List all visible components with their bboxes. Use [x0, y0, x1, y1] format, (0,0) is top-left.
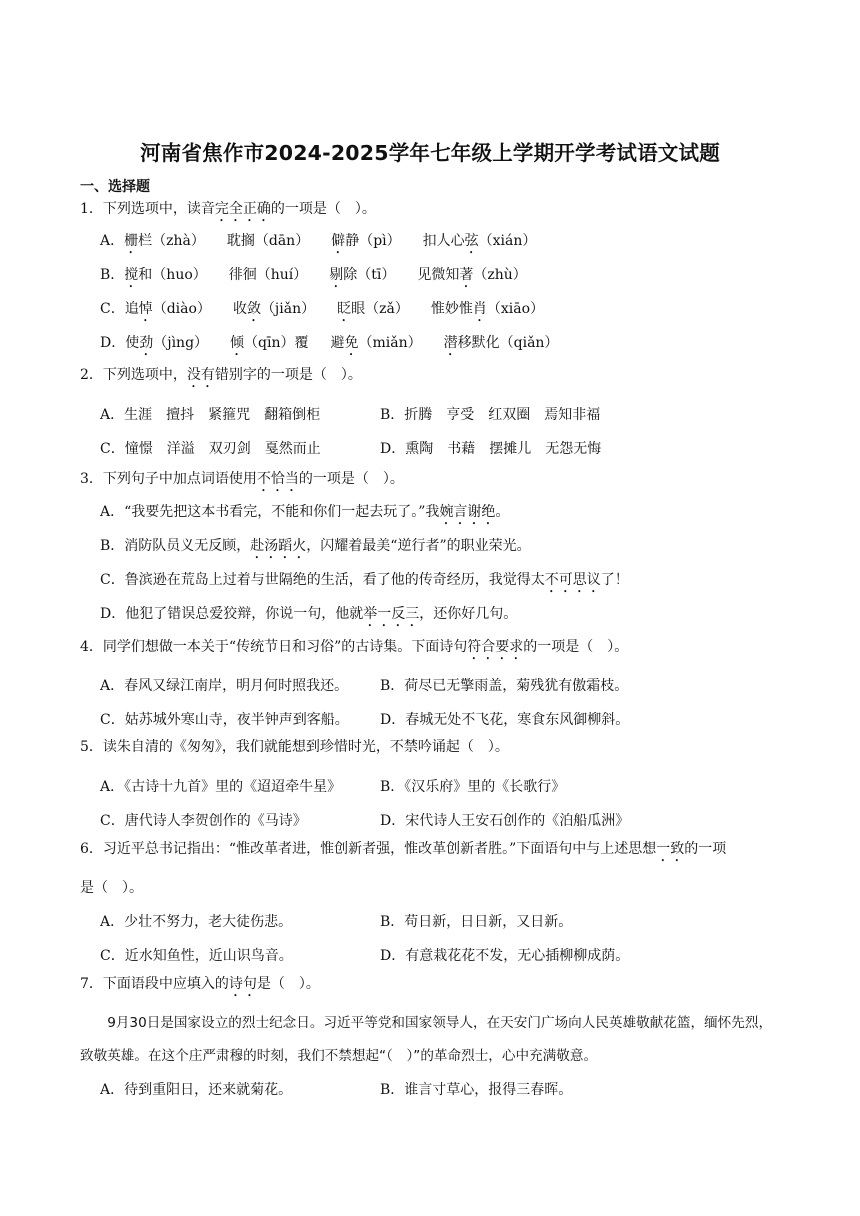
word: 移默化（qiǎn） [457, 335, 559, 351]
word-dot: 倾 [230, 335, 245, 351]
word-dot: 悼 [138, 301, 153, 317]
q2-option-d[interactable]: D．熏陶 书藉 摆摊儿 无怨无悔 [380, 441, 602, 457]
q7-stem: 7．下面语段中应填入的 [80, 976, 229, 992]
option-letter: B． [100, 267, 125, 283]
q6-option-a[interactable]: A．少壮不努力，老大徒伤悲。 [100, 914, 293, 930]
option-text: 。 [495, 504, 510, 520]
option-text: ，闪耀着最美“逆行者”的职业荣光。 [306, 538, 531, 554]
q3-option-c[interactable] [100, 571, 629, 596]
option-text: D．他犯了错误总爱狡辩，你说一句，他就 [100, 606, 364, 622]
option-letter: A． [100, 233, 125, 249]
option-dot-word: 婉言谢绝 [439, 504, 496, 520]
word-dot: 搅 [124, 267, 139, 283]
word-dot: 肖 [472, 301, 487, 317]
option-text: B．消防队员义无反顾， [100, 538, 251, 554]
word: （xián） [478, 233, 537, 249]
word: 栏（zhà） [138, 233, 205, 249]
word-dot: 免 [344, 335, 359, 351]
question-6-continued: 是（ ）。 [80, 880, 143, 896]
question-1 [80, 200, 376, 225]
word: 搁（dān） [240, 233, 310, 249]
q6-emphasis: 一致 [656, 841, 685, 857]
q4-option-c[interactable]: C．姑苏城外寒山寺，夜半钟声到客船。 [100, 712, 349, 728]
word: 见微知 [417, 267, 460, 283]
word: （qīn）覆 [244, 335, 309, 351]
q3-option-d[interactable] [100, 605, 517, 630]
question-7 [80, 975, 320, 1000]
q1-stem: 1．下列选项中，读音 [80, 201, 215, 217]
q2-stem: 2．下列选项中， [80, 367, 187, 383]
word: （diào） [152, 301, 211, 317]
word-dot: 弦 [464, 233, 479, 249]
word-dot: 敛 [246, 301, 261, 317]
q4-option-b[interactable]: B．荷尽已无擎雨盖，菊残犹有傲霜枝。 [380, 678, 629, 694]
q2-stem-end: 错别字的一项是（ ）。 [214, 367, 362, 383]
q7-passage: 9月30日是国家设立的烈士纪念日。习近平等党和国家领导人，在天安门广场向人民英雄敬献花篮，缅怀先烈，致敬英雄。在这个庄严肃穆的时刻，我们不禁想起“（ ）”的革命烈士，心中充满敬意。 [80, 1015, 773, 1064]
word: （miǎn） [358, 335, 422, 351]
q2-emphasis: 没有 [186, 367, 215, 383]
option-text: ，还你好几句。 [419, 606, 518, 622]
option-text: C．鲁滨逊在荒岛上过着与世隔绝的生活，看了他的传奇经历，我觉得太 [100, 572, 545, 588]
word: 收 [232, 301, 247, 317]
q1-option-a[interactable] [100, 232, 536, 257]
word: （jìng） [153, 335, 209, 351]
q6-option-d[interactable]: D．有意栽花花不发，无心插柳柳成荫。 [380, 948, 630, 964]
word: 追 [124, 301, 139, 317]
word: （xiāo） [486, 301, 545, 317]
q1-option-b[interactable] [100, 266, 527, 291]
q5-option-b[interactable]: B．《汉乐府》里的《长歌行》 [380, 779, 566, 795]
word: 和（huo） [138, 267, 207, 283]
word: （jiǎn） [260, 301, 316, 317]
q7-stem-end: 是（ ）。 [256, 976, 320, 992]
q6-stem: 6．习近平总书记指出：“惟改革者进，惟创新者强，惟改革创新者胜。”下面语句中与上述思想 [80, 841, 657, 857]
q6-option-b[interactable]: B．苟日新，日日新，又日新。 [380, 914, 573, 930]
option-dot-word: 不可思议 [544, 572, 601, 588]
word-dot: 眨 [337, 301, 352, 317]
q5-option-d[interactable]: D．宋代诗人王安石创作的《泊船瓜洲》 [380, 813, 630, 829]
word-dot: 栅 [124, 233, 139, 249]
option-letter: C． [100, 301, 125, 317]
word: 除（tī） [343, 267, 396, 283]
page-title: 河南省焦作市2024-2025学年七年级上学期开学考试语文试题 [140, 141, 720, 165]
q4-emphasis: 符合要求 [467, 639, 524, 655]
section-heading: 一、选择题 [80, 179, 150, 195]
word: 避 [330, 335, 345, 351]
word: 徊（huí） [242, 267, 308, 283]
q6-stem-end: 的一项 [684, 841, 727, 857]
word-dot: 潜 [443, 335, 458, 351]
q4-option-a[interactable]: A．春风又绿江南岸，明月何时照我还。 [100, 678, 349, 694]
word: 扣人心 [422, 233, 465, 249]
word: 惟妙惟 [430, 301, 473, 317]
q7-option-a[interactable]: A．待到重阳日，还来就菊花。 [100, 1082, 293, 1098]
q3-emphasis: 不恰当 [256, 471, 299, 487]
q1-stem-end: 的一项是（ ）。 [270, 201, 376, 217]
option-text: A．“我要先把这本书看完，不能和你们一起去玩了。”我 [100, 504, 440, 520]
question-5: 5．读朱自清的《匆匆》，我们就能想到珍惜时光，不禁吟诵起（ ）。 [80, 739, 509, 755]
q5-option-a[interactable]: A．《古诗十九首》里的《迢迢牵牛星》 [100, 779, 342, 795]
question-4 [80, 638, 628, 663]
question-6 [80, 840, 726, 865]
word: 使 [125, 335, 140, 351]
question-3 [80, 470, 404, 495]
q1-option-c[interactable] [100, 300, 544, 325]
q5-option-c[interactable]: C．唐代诗人李贺创作的《马诗》 [100, 813, 307, 829]
question-2 [80, 366, 362, 391]
q3-stem-end: 的一项是（ ）。 [298, 471, 404, 487]
q4-stem-end: 的一项是（ ）。 [523, 639, 629, 655]
word-dot: 著 [459, 267, 474, 283]
q7-option-b[interactable]: B．谁言寸草心，报得三春晖。 [380, 1082, 573, 1098]
option-dot-word: 举一反三 [363, 606, 420, 622]
word-dot: 僻 [331, 233, 346, 249]
q3-option-a[interactable] [100, 503, 509, 528]
q3-option-b[interactable] [100, 537, 531, 562]
q1-option-d[interactable] [100, 334, 558, 359]
word: 眼（zǎ） [351, 301, 409, 317]
q4-stem: 4．同学们想做一本关于“传统节日和习俗”的古诗集。下面诗句 [80, 639, 468, 655]
q6-option-c[interactable]: C．近水知鱼性，近山识鸟音。 [100, 948, 293, 964]
option-letter: D． [100, 335, 126, 351]
word-dot: 剔 [329, 267, 344, 283]
option-text: 了！ [600, 572, 629, 588]
q2-option-b[interactable]: B．折腾 亨受 红双圈 焉知非福 [380, 407, 601, 423]
q3-stem: 3．下列句子中加点词语使用 [80, 471, 257, 487]
q4-option-d[interactable]: D．春城无处不飞花，寒食东风御柳斜。 [380, 712, 630, 728]
q2-option-a[interactable]: A．生涯 擅抖 紧箍咒 翻箱倒柜 [100, 407, 321, 423]
word-dot: 劲 [139, 335, 154, 351]
word: （zhù） [473, 267, 527, 283]
option-dot-word: 赴汤蹈火 [250, 538, 307, 554]
word: 静（pì） [345, 233, 401, 249]
q1-emphasis: 完全正确 [214, 201, 271, 217]
q2-option-c[interactable]: C．憧憬 洋溢 双刃剑 戛然而止 [100, 441, 321, 457]
word: 徘 [228, 267, 243, 283]
word: 耽 [226, 233, 241, 249]
q7-emphasis: 诗句 [228, 976, 257, 992]
